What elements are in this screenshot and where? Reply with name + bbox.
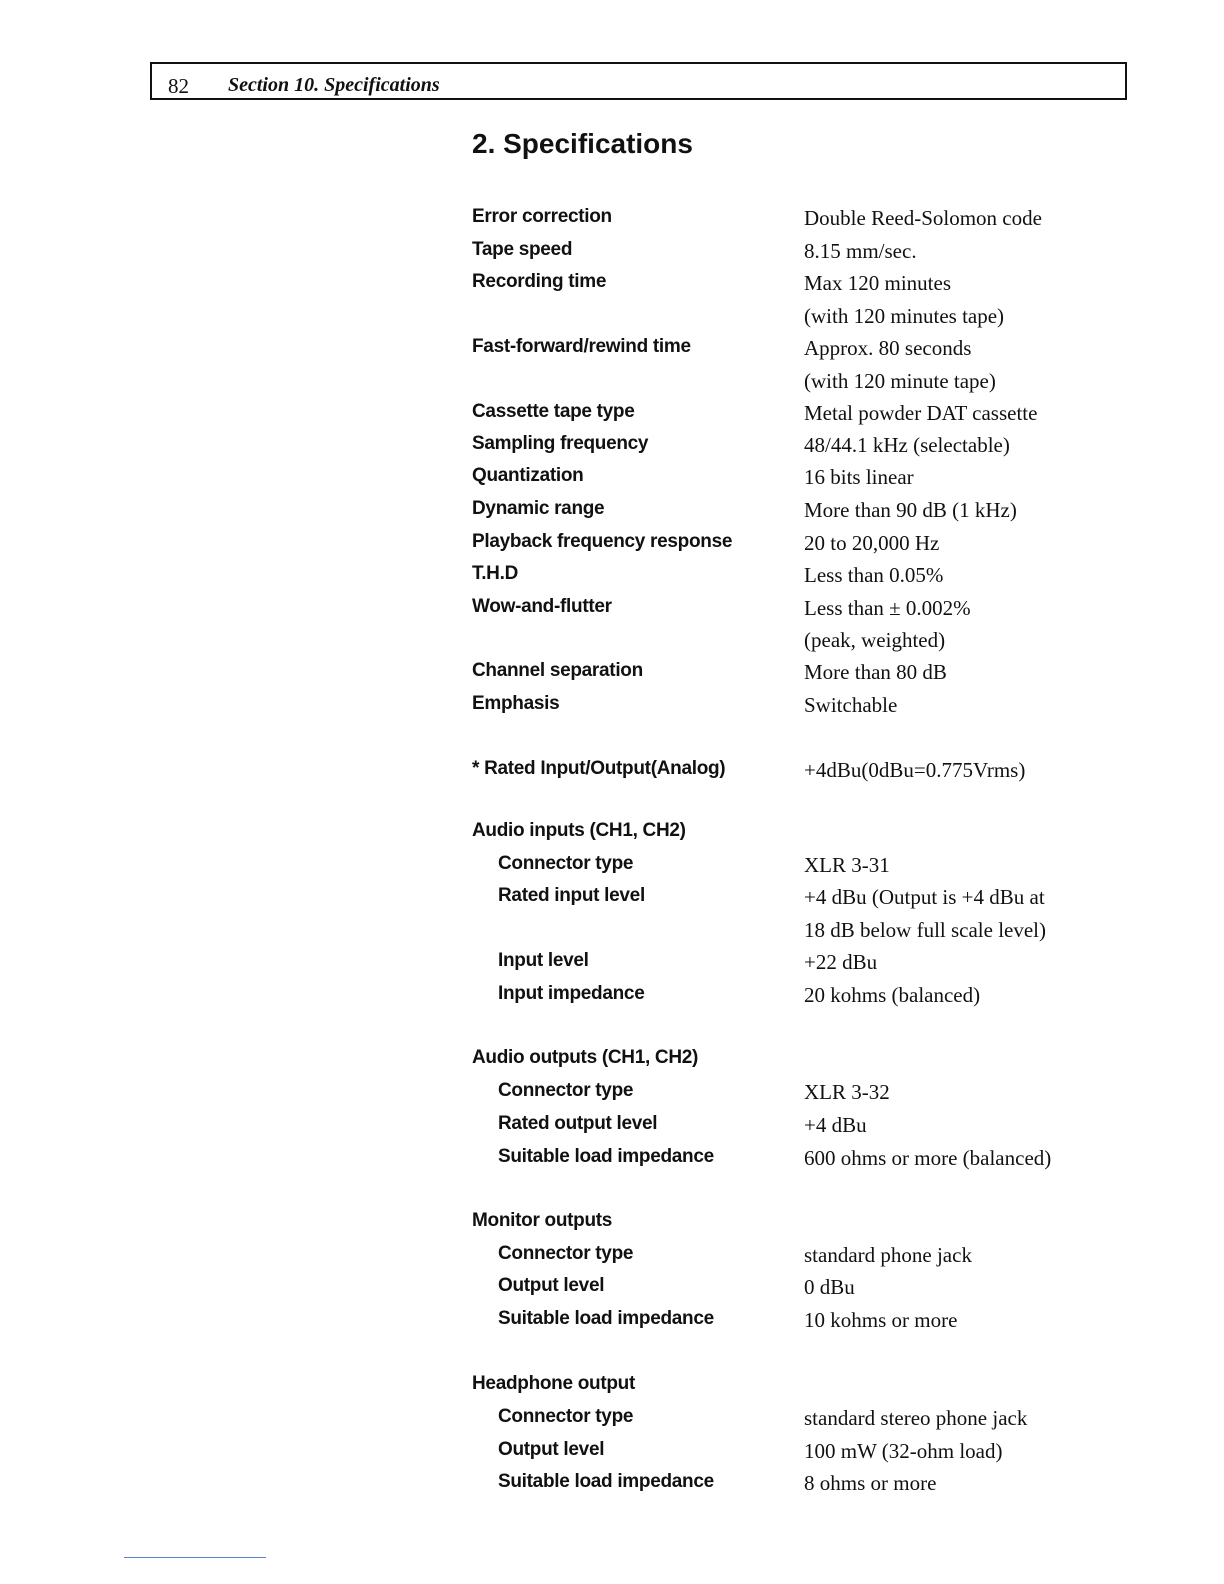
spec-row <box>0 693 1224 723</box>
spec-value: 8 ohms or more <box>804 1471 937 1495</box>
spec-group-heading <box>0 1210 1224 1240</box>
spec-label: Audio inputs (CH1, CH2) <box>472 820 686 841</box>
spec-row <box>0 1406 1224 1436</box>
spec-value: Switchable <box>804 693 898 717</box>
spec-value: Less than 0.05% <box>804 563 944 587</box>
spec-value: standard phone jack <box>804 1243 972 1267</box>
spec-label: Connector type <box>498 1080 634 1101</box>
spec-group-heading <box>0 1047 1224 1077</box>
spec-row <box>0 498 1224 528</box>
spec-row <box>0 1471 1224 1501</box>
spec-value: 600 ohms or more (balanced) <box>804 1146 1052 1170</box>
spec-row <box>0 465 1224 495</box>
spec-value: standard stereo phone jack <box>804 1406 1028 1430</box>
spec-value: Less than ± 0.002% <box>804 596 971 620</box>
spec-label: Playback frequency response <box>472 531 733 552</box>
spec-value: XLR 3-31 <box>804 853 890 877</box>
spec-label: Connector type <box>498 1406 634 1427</box>
spec-row <box>0 271 1224 301</box>
spec-label: Dynamic range <box>472 498 605 519</box>
spec-row <box>0 433 1224 463</box>
footer-rule <box>124 1557 266 1558</box>
spec-label: Quantization <box>472 465 584 486</box>
spec-row <box>0 758 1224 788</box>
spec-value: 20 to 20,000 Hz <box>804 531 940 555</box>
spec-row <box>0 239 1224 269</box>
spec-value: 8.15 mm/sec. <box>804 239 917 263</box>
page-number: 82 <box>168 74 189 98</box>
spec-value: Approx. 80 seconds <box>804 336 972 360</box>
spec-label: Sampling frequency <box>472 433 649 454</box>
spec-value: Max 120 minutes <box>804 271 951 295</box>
spec-label: Headphone output <box>472 1373 636 1394</box>
spec-value: 0 dBu <box>804 1275 855 1299</box>
spec-value: (with 120 minutes tape) <box>804 304 1005 328</box>
spec-label: Rated output level <box>498 1113 658 1134</box>
spec-row <box>0 1439 1224 1469</box>
spec-row <box>0 950 1224 980</box>
spec-value: 100 mW (32-ohm load) <box>804 1439 1003 1463</box>
spec-label: Input level <box>498 950 589 971</box>
spec-label: Input impedance <box>498 983 645 1004</box>
spec-label: T.H.D <box>472 563 519 584</box>
spec-label: Output level <box>498 1275 605 1296</box>
spec-row <box>0 885 1224 915</box>
spec-row <box>0 660 1224 690</box>
spec-label: Error correction <box>472 206 612 227</box>
spec-group-heading <box>0 1373 1224 1403</box>
spec-value: 10 kohms or more <box>804 1308 958 1332</box>
spec-row <box>0 304 1224 334</box>
spec-row <box>0 1243 1224 1273</box>
spec-row <box>0 336 1224 366</box>
spec-row <box>0 1113 1224 1143</box>
spec-label: Connector type <box>498 853 634 874</box>
spec-label: Tape speed <box>472 239 573 260</box>
spec-value: More than 90 dB (1 kHz) <box>804 498 1017 522</box>
spec-row <box>0 563 1224 593</box>
spec-label: Audio outputs (CH1, CH2) <box>472 1047 699 1068</box>
spec-value: 16 bits linear <box>804 465 914 489</box>
spec-label: Wow-and-flutter <box>472 596 612 617</box>
spec-value: 48/44.1 kHz (selectable) <box>804 433 1010 457</box>
spec-value: +22 dBu <box>804 950 878 974</box>
spec-row <box>0 918 1224 948</box>
spec-label: Suitable load impedance <box>498 1471 714 1492</box>
spec-group-heading <box>0 820 1224 850</box>
spec-value: XLR 3-32 <box>804 1080 890 1104</box>
spec-row <box>0 983 1224 1013</box>
spec-label: Recording time <box>472 271 607 292</box>
spec-label: Cassette tape type <box>472 401 635 422</box>
spec-row <box>0 1146 1224 1176</box>
spec-row <box>0 401 1224 431</box>
spec-value: +4 dBu <box>804 1113 867 1137</box>
spec-label: * Rated Input/Output(Analog) <box>472 758 726 779</box>
spec-value: Metal powder DAT cassette <box>804 401 1038 425</box>
spec-value: Double Reed-Solomon code <box>804 206 1042 230</box>
section-title: Section 10. Specifications <box>228 74 440 96</box>
spec-label: Fast-forward/rewind time <box>472 336 691 357</box>
spec-value: +4 dBu (Output is +4 dBu at <box>804 885 1045 909</box>
spec-row <box>0 628 1224 658</box>
spec-label: Suitable load impedance <box>498 1308 714 1329</box>
page-title: 2. Specifications <box>472 128 693 159</box>
spec-value: (peak, weighted) <box>804 628 946 652</box>
page-header <box>150 62 1127 100</box>
spec-value: (with 120 minute tape) <box>804 369 996 393</box>
spec-row <box>0 206 1224 236</box>
spec-label: Channel separation <box>472 660 643 681</box>
spec-row <box>0 369 1224 399</box>
spec-label: Rated input level <box>498 885 645 906</box>
spec-label: Output level <box>498 1439 605 1460</box>
spec-row <box>0 1080 1224 1110</box>
spec-label: Suitable load impedance <box>498 1146 714 1167</box>
spec-label: Emphasis <box>472 693 560 714</box>
spec-row <box>0 596 1224 626</box>
spec-label: Monitor outputs <box>472 1210 613 1231</box>
spec-row <box>0 853 1224 883</box>
spec-value: 18 dB below full scale level) <box>804 918 1047 942</box>
spec-row <box>0 531 1224 561</box>
spec-label: Connector type <box>498 1243 634 1264</box>
spec-row <box>0 1308 1224 1338</box>
spec-value: 20 kohms (balanced) <box>804 983 981 1007</box>
spec-value: +4dBu(0dBu=0.775Vrms) <box>804 758 1026 782</box>
spec-row <box>0 1275 1224 1305</box>
spec-value: More than 80 dB <box>804 660 947 684</box>
